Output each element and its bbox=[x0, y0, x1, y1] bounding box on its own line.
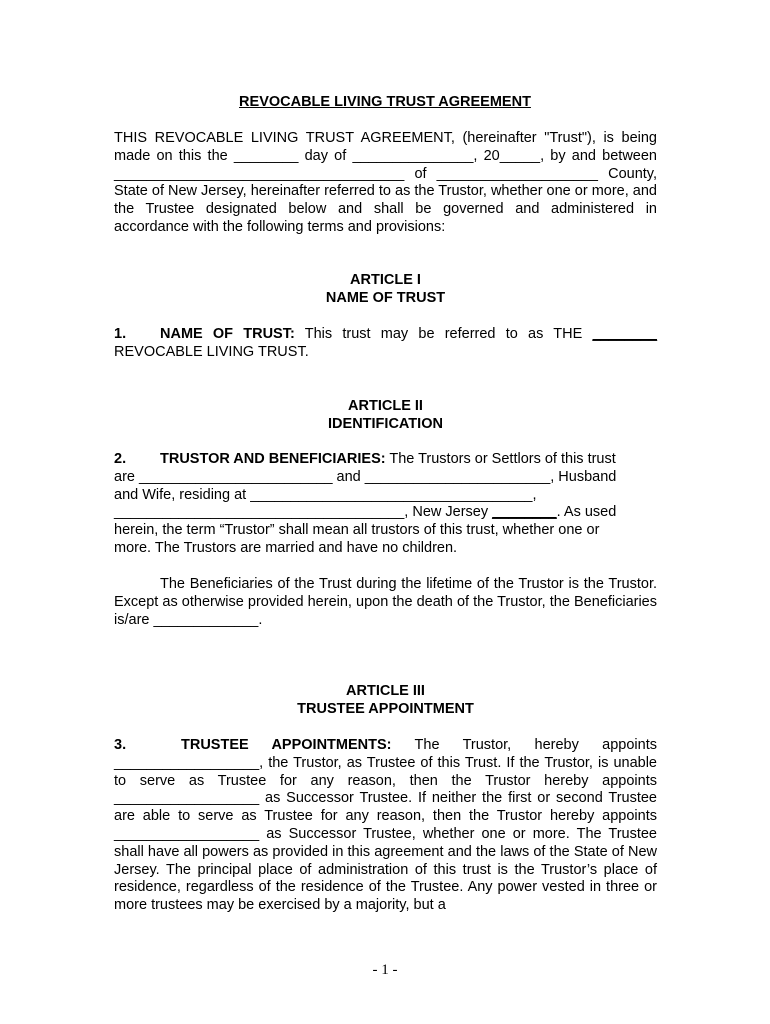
article-1-heading bbox=[114, 272, 657, 308]
section-3-number: 3. bbox=[114, 737, 127, 753]
document-title: REVOCABLE LIVING TRUST AGREEMENT bbox=[239, 94, 531, 110]
intro-paragraph: THIS REVOCABLE LIVING TRUST AGREEMENT, (hereinafter "Trust"), is being made on this the ________ day of _______________, 20_____, by and between ____________________________________ of ____________________ County, State of New Jersey, hereinafter referred to as the Trustor, whether one or more, and the Trustee designated below and shall be governed and administered in accordance with the following terms and provisions: bbox=[114, 130, 657, 235]
article-2-subtitle: IDENTIFICATION bbox=[328, 415, 443, 432]
section-2-line-3: and Wife, residing at ___________________________________, bbox=[114, 486, 537, 503]
zip-blank: ________ bbox=[492, 504, 557, 521]
section-3-text: The Trustor, hereby appoints __________________, the Trustor, as Trustee of this Trust. If the Trustor, is unable to serve as Trustee for any reason, then the Trustor hereby appoints __________________ as Successor Trustee. If neither the first or second Trustee are able to serve as Trustee for any reason, then the Trustor hereby appoints __________________ as Successor Trustee, whether one or more. The Trustee shall have all powers as provided in this agreement and the laws of the State of New Jersey. The principal place of administration of this trust is the Trustor’s place of residence, regardless of the residence of the Trustee. Any power vested in three or more trustees may be exercised by a majority, but a bbox=[114, 737, 657, 914]
article-3-heading bbox=[114, 683, 657, 719]
section-3-paragraph bbox=[114, 737, 657, 915]
page-number: - 1 - bbox=[372, 962, 398, 978]
article-3-title: ARTICLE III bbox=[346, 683, 425, 699]
article-2-heading bbox=[114, 398, 657, 434]
section-2-line-4b: . As used bbox=[556, 504, 617, 521]
section-1-text-after: REVOCABLE LIVING TRUST. bbox=[114, 343, 309, 360]
section-1-text-before: This trust may be referred to as THE bbox=[294, 326, 593, 342]
article-1-title: ARTICLE I bbox=[350, 272, 421, 288]
section-1-number: 1. bbox=[114, 326, 127, 342]
beneficiaries-paragraph: The Beneficiaries of the Trust during the lifetime of the Trustor is the Trustor. Except as otherwise provided herein, upon the death of the Trustor, the Beneficiaries is/are _____________. bbox=[114, 576, 657, 628]
trust-name-blank: ________ bbox=[592, 326, 658, 342]
section-2-line-1: The Trustors or Settlors of this trust bbox=[385, 451, 616, 467]
section-2-number: 2. bbox=[114, 451, 127, 467]
section-1-label: NAME OF TRUST: bbox=[160, 326, 295, 342]
article-2-title: ARTICLE II bbox=[348, 398, 423, 414]
section-2-label: TRUSTOR AND BENEFICIARIES: bbox=[160, 451, 386, 467]
section-2-paragraph bbox=[114, 451, 657, 558]
section-1-paragraph bbox=[114, 326, 657, 362]
article-3-subtitle: TRUSTEE APPOINTMENT bbox=[297, 700, 474, 717]
section-2-line-2: are ________________________ and _______________________, Husband bbox=[114, 468, 617, 485]
article-1-subtitle: NAME OF TRUST bbox=[325, 289, 446, 306]
section-2-line-6: more. The Trustors are married and have no children. bbox=[114, 539, 458, 556]
section-2-line-4a: ____________________________________, New Jersey bbox=[114, 504, 493, 521]
section-3-label: TRUSTEE APPOINTMENTS: bbox=[181, 737, 392, 753]
section-2-line-5: herein, the term “Trustor” shall mean all trustors of this trust, whether one or bbox=[114, 522, 600, 539]
